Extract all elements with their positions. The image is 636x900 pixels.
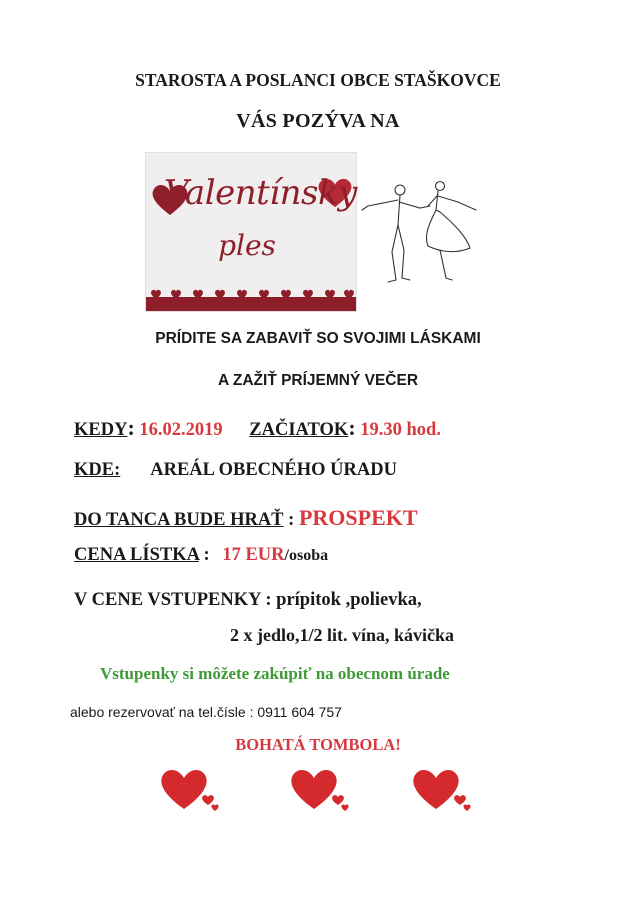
hearts-decoration: [158, 765, 220, 818]
valentine-ball-banner: [145, 152, 357, 312]
band-name: PROSPEKT: [298, 505, 418, 530]
price-colon: :: [198, 545, 215, 565]
hearts-decoration: [288, 765, 350, 818]
band-colon: :: [283, 510, 299, 530]
start-colon: :: [348, 415, 356, 440]
band-row: [74, 505, 418, 531]
includes-line-2: 2 x jedlo,1/2 lit. vína, kávička: [230, 625, 455, 645]
price-row: [74, 545, 328, 566]
heart-icon: [410, 765, 472, 813]
banner-subtitle: ples: [218, 229, 276, 262]
intro-line-2: A ZAŽIŤ PRÍJEMNÝ VEČER: [217, 372, 419, 389]
price-unit: /osoba: [284, 547, 329, 564]
heart-icon: [158, 765, 220, 813]
intro-line-1: PRÍDITE SA ZABAVIŤ SO SVOJIMI LÁSKAMI: [155, 330, 481, 347]
where-row: [74, 460, 397, 481]
includes-label: V CENE VSTUPENKY :: [74, 590, 277, 610]
event-date: 16.02.2019: [139, 420, 223, 440]
includes-line-1: prípitok ,polievka,: [276, 590, 422, 610]
tickets-purchase-note: Vstupenky si môžete zakúpiť na obecnom úrade: [100, 664, 450, 683]
reservation-contact: alebo rezervovať na tel.čísle : 0911 604 757: [70, 704, 342, 720]
when-row: [74, 415, 441, 441]
where-value: AREÁL OBECNÉHO ÚRADU: [150, 460, 397, 480]
start-label: ZAČIATOK: [249, 420, 349, 440]
banner-title: Valentínsky: [164, 173, 357, 213]
start-time: 19.30 hod.: [360, 420, 441, 440]
when-colon: :: [127, 415, 135, 440]
band-label: DO TANCA BUDE HRAŤ: [74, 510, 284, 530]
price-label: CENA LÍSTKA: [74, 545, 199, 565]
invite-heading: VÁS POZÝVA NA: [236, 110, 400, 132]
organizer-heading: STAROSTA A POSLANCI OBCE STAŠKOVCE: [135, 70, 501, 90]
when-label: KEDY: [74, 420, 128, 440]
where-label: KDE:: [74, 460, 121, 480]
tombola-announcement: BOHATÁ TOMBOLA!: [235, 735, 401, 754]
heart-strip-decoration: [146, 281, 356, 311]
price-value: 17 EUR: [222, 545, 285, 565]
heart-icon: [288, 765, 350, 813]
hearts-decoration: [410, 765, 472, 818]
dancing-couple-illustration: [358, 180, 498, 290]
includes-row: [74, 590, 422, 611]
